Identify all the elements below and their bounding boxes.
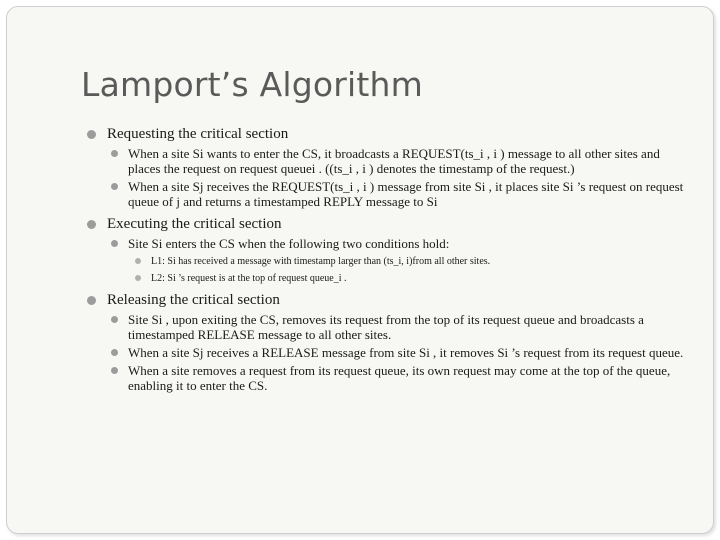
list-subitem-text: L1: Si has received a message with timestamp larger than (ts_i, i)from all other sites. xyxy=(151,256,491,267)
bullet-icon xyxy=(87,220,96,229)
bullet-icon xyxy=(111,316,118,323)
section-heading: Releasing the critical section xyxy=(107,292,280,308)
bullet-icon xyxy=(135,275,141,281)
list-item xyxy=(111,312,687,342)
bullet-icon xyxy=(111,150,118,157)
list-item xyxy=(111,345,687,360)
section-requesting xyxy=(87,125,687,143)
list-item-text: Site Si , upon exiting the CS, removes its request from the top of its request queue and broadcasts a timestamped RELEASE message to all other sites. xyxy=(128,312,644,342)
list-item-text: When a site Si wants to enter the CS, it broadcasts a REQUEST(ts_i , i ) message to all other sites and places the request on request queuei . ((ts_i , i ) denotes the timestamp of the request.) xyxy=(128,146,660,176)
section-heading: Requesting the critical section xyxy=(107,126,289,142)
bullet-icon xyxy=(111,367,118,374)
slide xyxy=(6,6,714,534)
bullet-icon xyxy=(87,296,96,305)
slide-content xyxy=(87,121,687,393)
list-item-text: When a site removes a request from its request queue, its own request may come at the top of the queue, enabling it to enter the CS. xyxy=(128,363,671,393)
section-releasing xyxy=(87,291,687,309)
bullet-icon xyxy=(111,183,118,190)
slide-title: Lamport’s Algorithm xyxy=(81,65,423,104)
list-item xyxy=(111,179,687,209)
list-item xyxy=(111,146,687,176)
section-executing xyxy=(87,215,687,233)
list-subitem xyxy=(135,255,687,268)
list-subitem xyxy=(135,272,687,285)
bullet-icon xyxy=(111,240,118,247)
list-subitem-text: L2: Si ’s request is at the top of request queue_i . xyxy=(151,273,347,284)
section-heading: Executing the critical section xyxy=(107,216,282,232)
list-item xyxy=(111,236,687,251)
bullet-icon xyxy=(111,349,118,356)
list-item xyxy=(111,363,687,393)
bullet-icon xyxy=(135,258,141,264)
bullet-icon xyxy=(87,130,96,139)
list-item-text: When a site Sj receives the REQUEST(ts_i , i ) message from site Si , it places site Si ’s request on request queue of j and returns a timestamped REPLY message to Si xyxy=(128,179,684,209)
list-item-text: Site Si enters the CS when the following two conditions hold: xyxy=(128,236,450,251)
list-item-text: When a site Sj receives a RELEASE message from site Si , it removes Si ’s request from its request queue. xyxy=(128,345,684,360)
